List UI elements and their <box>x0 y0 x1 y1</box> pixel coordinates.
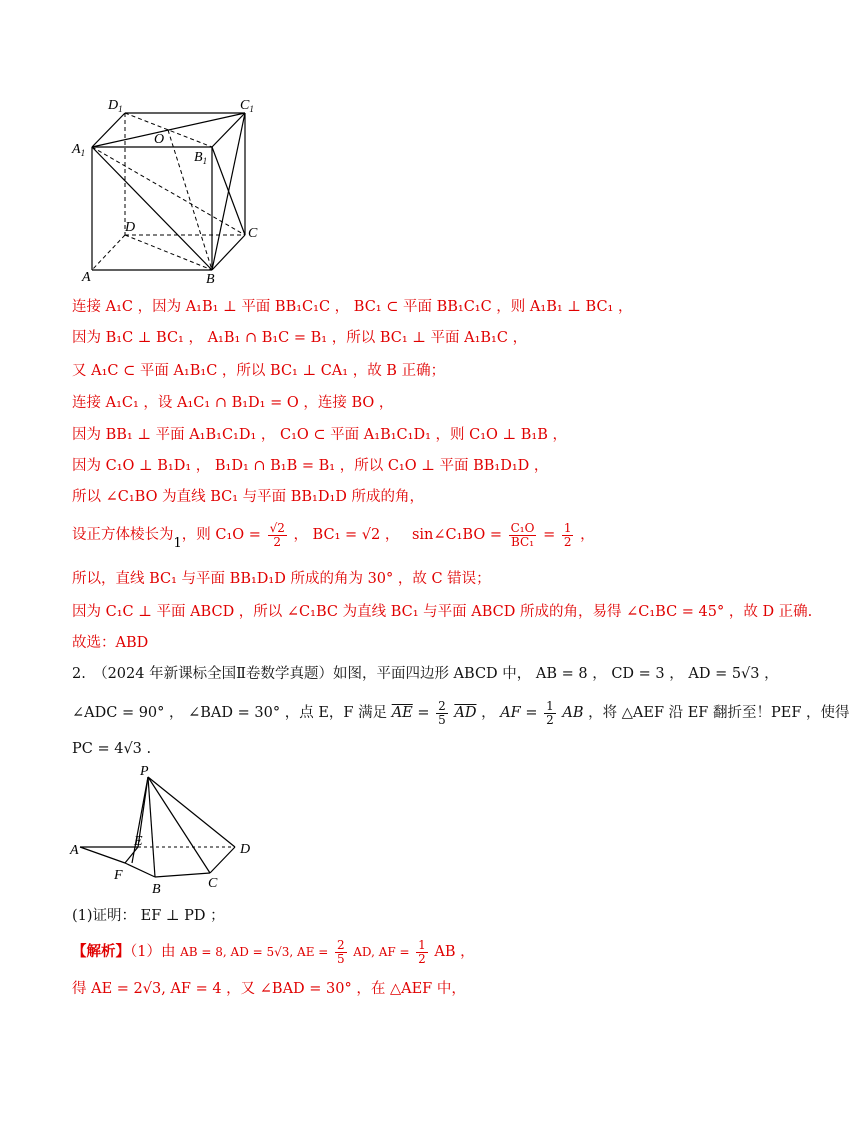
solution-c-line-5 <box>72 520 595 551</box>
c1o-fraction-num: √2 <box>269 520 285 535</box>
analysis-ae-den: 5 <box>336 951 345 966</box>
sin-fraction-den: BC₁ <box>511 534 535 549</box>
cube-figure <box>70 95 270 285</box>
ae-fraction-den: 5 <box>438 712 446 727</box>
sin-end: ， <box>580 527 595 543</box>
vector-ad: $\overline{AD}$ <box>454 705 477 721</box>
af-fraction-num: 1 <box>546 698 554 713</box>
analysis-ae-num: 2 <box>336 937 345 952</box>
solution-c-line-2: 因为 BB₁ ⊥ 平面 A₁B₁C₁D₁ ， C₁O ⊂ 平面 A₁B₁C₁D₁ ，则 C₁O ⊥ B₁B ， <box>72 427 567 443</box>
label-a1: $A_1$ <box>72 142 86 158</box>
vector-ae: $\overline{AE}$ <box>391 705 413 721</box>
label-c: C <box>208 876 218 891</box>
solution-c-line-1: 连接 A₁C₁ ，设 A₁C₁ ∩ B₁D₁ = O ，连接 BO ， <box>72 395 394 411</box>
label-f: F <box>114 868 123 883</box>
ae-fraction-num: 2 <box>438 698 446 713</box>
analysis-ae-fraction <box>335 939 347 966</box>
solution-d-line-1: 因为 C₁C ⊥ 平面 ABCD ，所以 ∠C₁BC 为直线 BC₁ 与平面 ABCD 所成的角，易得 ∠C₁BC = 45° ，故 D 正确. <box>72 604 813 620</box>
sin-value-num: 1 <box>563 520 572 535</box>
label-a: A <box>70 843 79 858</box>
sin-fraction <box>509 522 537 549</box>
vector-eq-2: = <box>525 705 538 721</box>
solution-b-line-3: 又 A₁C ⊂ 平面 A₁B₁C ，所以 BC₁ ⊥ CA₁ ，故 B 正确； <box>72 363 446 379</box>
label-d: D <box>125 220 136 235</box>
c1o-fraction <box>268 522 287 549</box>
problem2-line-1: 2. （2024 年新课标全国Ⅱ卷数学真题）如图，平面四边形 ABCD 中， AB = 8 ， CD = 3 ， AD = 5√3 ， <box>72 666 779 682</box>
problem2-conditions: ∠ADC = 90° ， ∠BAD = 30° ，点 E，F 满足 <box>72 705 388 721</box>
edge-length-value: 1 <box>173 536 182 551</box>
analysis-af-fraction <box>416 939 428 966</box>
problem2-line-3: PC = 4√3 . <box>72 741 152 757</box>
analysis-given: AB = 8, AD = 5√3, AE = <box>180 945 329 959</box>
solution-b-line-2: 因为 B₁C ⊥ BC₁ ， A₁B₁ ∩ B₁C = B₁ ，所以 BC₁ ⊥ 平面 A₁B₁C ， <box>72 330 528 346</box>
sin-text: sin∠C₁BO = <box>411 527 502 543</box>
label-p: P <box>140 764 149 779</box>
label-b: B <box>152 882 161 897</box>
bc1-text: ， BC₁ = √2 ， <box>293 527 400 543</box>
label-c: C <box>248 226 258 241</box>
af-fraction <box>544 700 556 727</box>
edge-length-text: 设正方体棱长为 <box>72 527 174 543</box>
sin-value-fraction <box>562 522 574 549</box>
answer-line: 故选：ABD <box>72 635 149 651</box>
analysis-part: （1）由 <box>130 944 176 960</box>
label-b: B <box>206 272 215 287</box>
analysis-af-den: 2 <box>418 951 426 966</box>
analysis-line-1 <box>72 937 475 967</box>
c1o-text: ，则 C₁O = <box>181 527 261 543</box>
fold-text: ，将 △AEF 沿 EF 翻折至！PEF ，使得 <box>588 705 850 721</box>
analysis-af-num: 1 <box>418 937 426 952</box>
comma-1: ， <box>481 705 496 721</box>
solution-c-line-6: 所以，直线 BC₁ 与平面 BB₁D₁D 所成的角为 30° ，故 C 错误； <box>72 571 491 587</box>
label-c1: $C_1$ <box>240 98 254 114</box>
c1o-fraction-den: 2 <box>273 534 282 549</box>
problem2-line-2 <box>72 698 850 728</box>
solution-c-line-3: 因为 C₁O ⊥ B₁D₁ ， B₁D₁ ∩ B₁B = B₁ ，所以 C₁O ⊥ 平面 BB₁D₁D ， <box>72 458 549 474</box>
vector-eq-1: = <box>417 705 430 721</box>
label-b1: $B_1$ <box>194 150 208 166</box>
sin-fraction-num: C₁O <box>510 520 535 535</box>
label-d: D <box>240 842 251 857</box>
analysis-af: AD, AF = <box>353 945 410 959</box>
sin-eq: = <box>543 527 556 543</box>
analysis-tag: 【解析】 <box>72 943 130 960</box>
vector-ab: AB <box>562 705 584 721</box>
solution-b-line-1: 连接 A₁C ，因为 A₁B₁ ⊥ 平面 BB₁C₁C ， BC₁ ⊂ 平面 BB₁C₁C ，则 A₁B₁ ⊥ BC₁ ， <box>72 299 633 315</box>
label-a: A <box>82 270 91 285</box>
solution-c-line-4: 所以 ∠C₁BO 为直线 BC₁ 与平面 BB₁D₁D 所成的角， <box>72 489 425 505</box>
pyramid-figure <box>70 765 270 900</box>
label-d1: $D_1$ <box>108 98 123 114</box>
ae-fraction <box>436 700 448 727</box>
analysis-line-2: 得 AE = 2√3, AF = 4 ，又 ∠BAD = 30° ，在 △AEF 中， <box>72 981 466 997</box>
vector-af: AF <box>500 705 521 721</box>
analysis-ab: AB ， <box>434 944 475 960</box>
label-e: E <box>134 834 143 849</box>
part1-line: (1)证明： EF ⊥ PD ； <box>72 908 225 924</box>
label-o: O <box>154 132 165 147</box>
af-fraction-den: 2 <box>546 712 554 727</box>
sin-value-den: 2 <box>563 534 572 549</box>
